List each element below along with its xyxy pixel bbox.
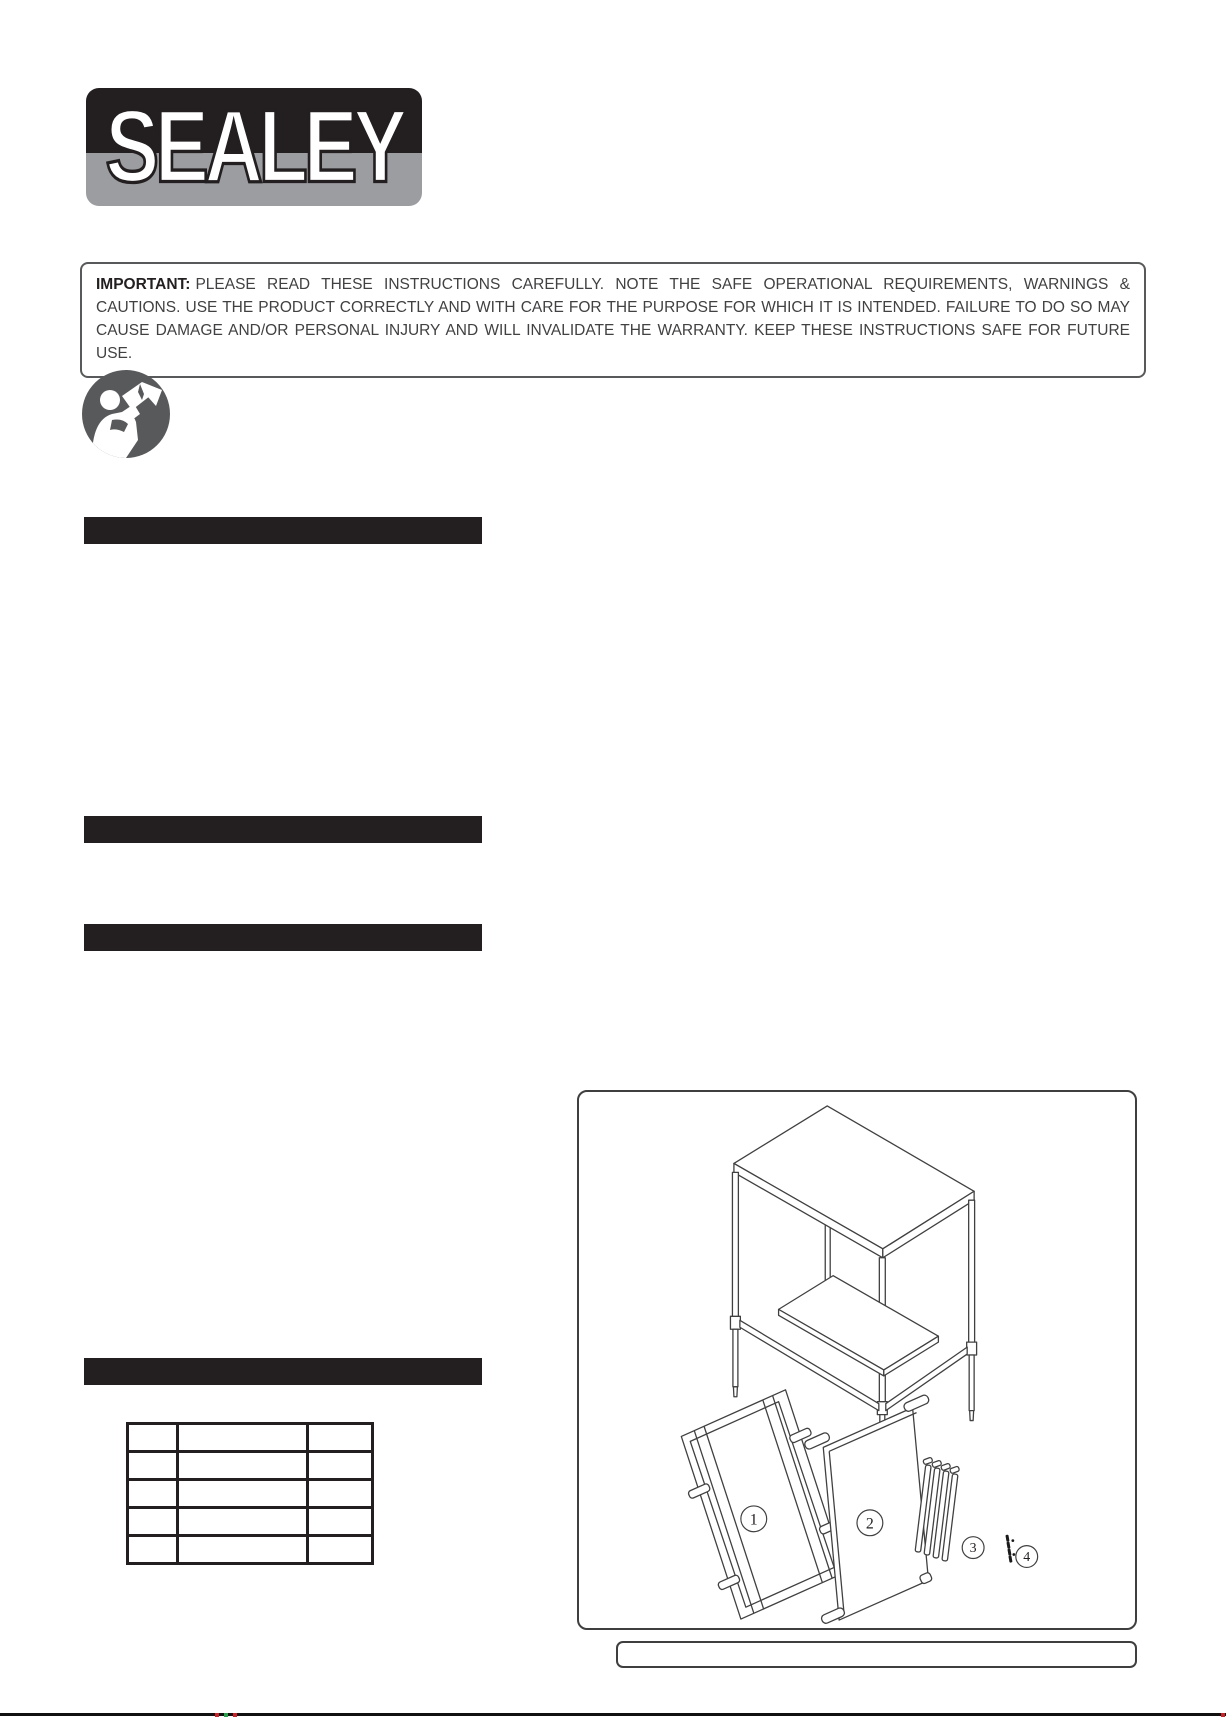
diagram-caption-box — [616, 1641, 1137, 1668]
workbench-diagram — [579, 1092, 1135, 1628]
registration-mark-red — [215, 1713, 219, 1717]
table-row — [128, 1424, 373, 1452]
part-label-4 — [1016, 1546, 1038, 1568]
table-row — [128, 1480, 373, 1508]
parts-table-body — [128, 1424, 373, 1564]
table-row — [128, 1508, 373, 1536]
important-label: IMPORTANT: — [96, 276, 191, 293]
hardware-marks — [1005, 1535, 1015, 1563]
svg-text:2: 2 — [865, 1515, 874, 1533]
parts-table — [126, 1422, 374, 1565]
registration-mark-green — [224, 1713, 228, 1717]
section-header-bar-1 — [84, 517, 482, 544]
footer-rule — [0, 1713, 1226, 1716]
section-header-bar-2 — [84, 816, 482, 843]
logo-wordmark: SEALEY — [105, 89, 403, 205]
person-reading-manual-icon — [82, 370, 170, 458]
product-diagram-box — [577, 1090, 1137, 1630]
section-header-bar-3 — [84, 924, 482, 951]
important-notice-box — [80, 262, 1146, 378]
table-row — [128, 1536, 373, 1564]
sealey-logo — [86, 88, 422, 206]
important-text: PLEASE READ THESE INSTRUCTIONS CAREFULLY. NOTE THE SAFE OPERATIONAL REQUIREMENTS, WARNINGS & CAUTIONS. USE THE PRODUCT CORRECTLY AND WITH CARE FOR THE PURPOSE FOR WHICH IT IS INTENDED. FAILURE TO DO SO MAY CAUSE DAMAGE AND/OR PERSONAL INJURY AND WILL INVALIDATE THE WARRANTY. KEEP THESE INSTRUCTIONS SAFE FOR FUTURE USE. — [96, 276, 1130, 362]
part-label-3 — [962, 1537, 984, 1559]
registration-mark-red — [233, 1713, 237, 1717]
svg-text:1: 1 — [749, 1511, 758, 1529]
registration-mark-red — [1221, 1713, 1225, 1717]
exploded-view-drawing — [681, 1390, 1015, 1625]
table-row — [128, 1452, 373, 1480]
part-label-2 — [857, 1510, 883, 1536]
part-label-1 — [741, 1506, 767, 1532]
svg-text:4: 4 — [1023, 1550, 1031, 1566]
section-header-bar-4 — [84, 1358, 482, 1385]
svg-text:3: 3 — [969, 1541, 977, 1557]
